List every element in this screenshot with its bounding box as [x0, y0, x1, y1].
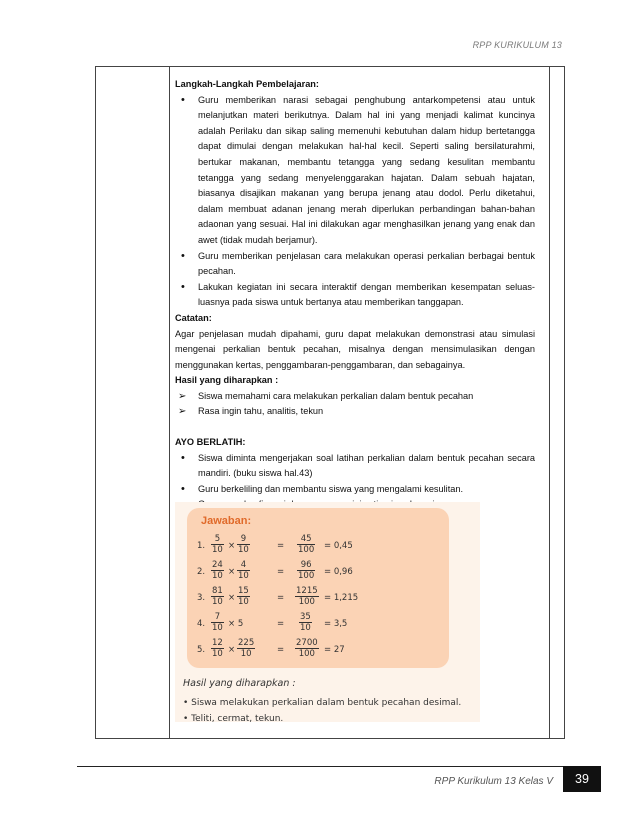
result: = 0,96	[324, 567, 353, 577]
answer-row	[197, 586, 447, 610]
steps-list	[175, 93, 535, 311]
equals: =	[277, 645, 285, 655]
list-item: • Guru berkeliling dan membantu siswa yang mengalami kesulitan.	[175, 482, 535, 498]
fraction: $\frac{81}{10}$	[212, 586, 223, 607]
fraction: $\frac{24}{10}$	[212, 560, 223, 581]
row-number: 2.	[197, 567, 206, 577]
fraction: $\frac{45}{100}$	[298, 534, 315, 555]
equals: =	[277, 593, 285, 603]
row-number: 3.	[197, 593, 206, 603]
equals: =	[277, 619, 285, 629]
hasil-list	[175, 389, 535, 420]
operator: ×	[228, 593, 236, 603]
fraction: $\frac{225}{10}$	[238, 638, 255, 659]
lesson-content	[175, 77, 535, 513]
answer-hasil-item: • Teliti, cermat, tekun.	[183, 714, 284, 724]
fraction: $\frac{7}{10}$	[212, 612, 223, 633]
row-number: 5.	[197, 645, 206, 655]
fraction: $\frac{15}{10}$	[238, 586, 249, 607]
header-title: RPP KURIKULUM 13	[472, 40, 562, 50]
ayo-heading: AYO BERLATIH:	[175, 437, 246, 448]
row-number: 1.	[197, 541, 206, 551]
page-number: 39	[563, 766, 601, 792]
operator: × 5	[228, 619, 244, 629]
fraction: $\frac{96}{100}$	[298, 560, 315, 581]
answer-panel	[187, 508, 449, 668]
catatan-heading: Catatan:	[175, 312, 212, 323]
operator: ×	[228, 645, 236, 655]
answer-row	[197, 638, 447, 662]
list-item: • Lakukan kegiatan ini secara interaktif dengan memberikan kesempatan seluas-luasnya pada siswa untuk bertanya atau memberikan tanggapan.	[175, 280, 535, 311]
operator: ×	[228, 541, 236, 551]
result: = 0,45	[324, 541, 353, 551]
answer-image	[175, 502, 480, 722]
list-item: • Guru memberikan narasi sebagai penghubung antarkompetensi atau untuk melanjutkan materi berikutnya. Dalam hal ini yang menjadi kalimat kuncinya adalah Perilaku dan sikap saling memenuhi kebutuhan dalam hidup bertetangga dapat dimulai dengan melakukan hal-hal kecil. Seperti saling bersilaturahmi, bertukar makanan, membantu tetangga yang sedang kesulitan membantu tetangga yang sedang menyelenggarakan hajatan. Dalam sebuah hajatan, biasanya disajikan makanan yang berupa jenang atau dodol. Perlu diketahui, dalam membuat adanan jenang merah diperlukan perbandingan bahan-bahan adaonan yang sesuai. Hal ini dilakukan agar menghasilkan jenang yang enak dan awet (tidak mudah berjamur).	[175, 93, 535, 249]
row-number: 4.	[197, 619, 206, 629]
section-heading: Langkah-Langkah Pembelajaran:	[175, 79, 319, 89]
fraction: $\frac{9}{10}$	[238, 534, 249, 555]
answer-title: Jawaban:	[201, 515, 252, 527]
catatan-text: Agar penjelasan mudah dipahami, guru dapat melakukan demonstrasi atau simulasi mengenai perkalian bentuk pecahan, misalnya dengan mensimulasikan dengan menggunakan kertas, penggambaran-penggambaran, dan sebagainya.	[175, 328, 535, 370]
answer-row	[197, 612, 447, 636]
column-divider-left	[169, 67, 170, 738]
list-item: ➢ Rasa ingin tahu, analitis, tekun	[175, 404, 535, 420]
fraction: $\frac{2700}{100}$	[296, 638, 318, 659]
fraction: $\frac{12}{10}$	[212, 638, 223, 659]
result: = 3,5	[324, 619, 348, 629]
list-item: • Siswa diminta mengerjakan soal latihan perkalian dalam bentuk pecahan secara mandiri. (buku siswa hal.43)	[175, 451, 535, 482]
result: = 1,215	[324, 593, 359, 603]
fraction: $\frac{5}{10}$	[212, 534, 223, 555]
fraction: $\frac{35}{10}$	[300, 612, 311, 633]
footer-rule	[77, 766, 563, 767]
list-item: • Guru memberikan penjelasan cara melakukan operasi perkalian berbagai bentuk pecahan.	[175, 249, 535, 280]
equals: =	[277, 541, 285, 551]
hasil-heading: Hasil yang diharapkan :	[175, 375, 279, 386]
column-divider-right	[549, 67, 550, 738]
lesson-table	[95, 66, 565, 739]
equals: =	[277, 567, 285, 577]
result: = 27	[324, 645, 345, 655]
list-item: ➢ Siswa memahami cara melakukan perkalian dalam bentuk pecahan	[175, 389, 535, 405]
answer-hasil-title: Hasil yang diharapkan :	[183, 678, 296, 689]
fraction: $\frac{4}{10}$	[238, 560, 249, 581]
fraction: $\frac{1215}{100}$	[296, 586, 318, 607]
answer-row	[197, 534, 447, 558]
answer-hasil-item: • Siswa melakukan perkalian dalam bentuk pecahan desimal.	[183, 698, 462, 708]
footer-text: RPP Kurikulum 13 Kelas V	[434, 776, 553, 787]
answer-row	[197, 560, 447, 584]
operator: ×	[228, 567, 236, 577]
